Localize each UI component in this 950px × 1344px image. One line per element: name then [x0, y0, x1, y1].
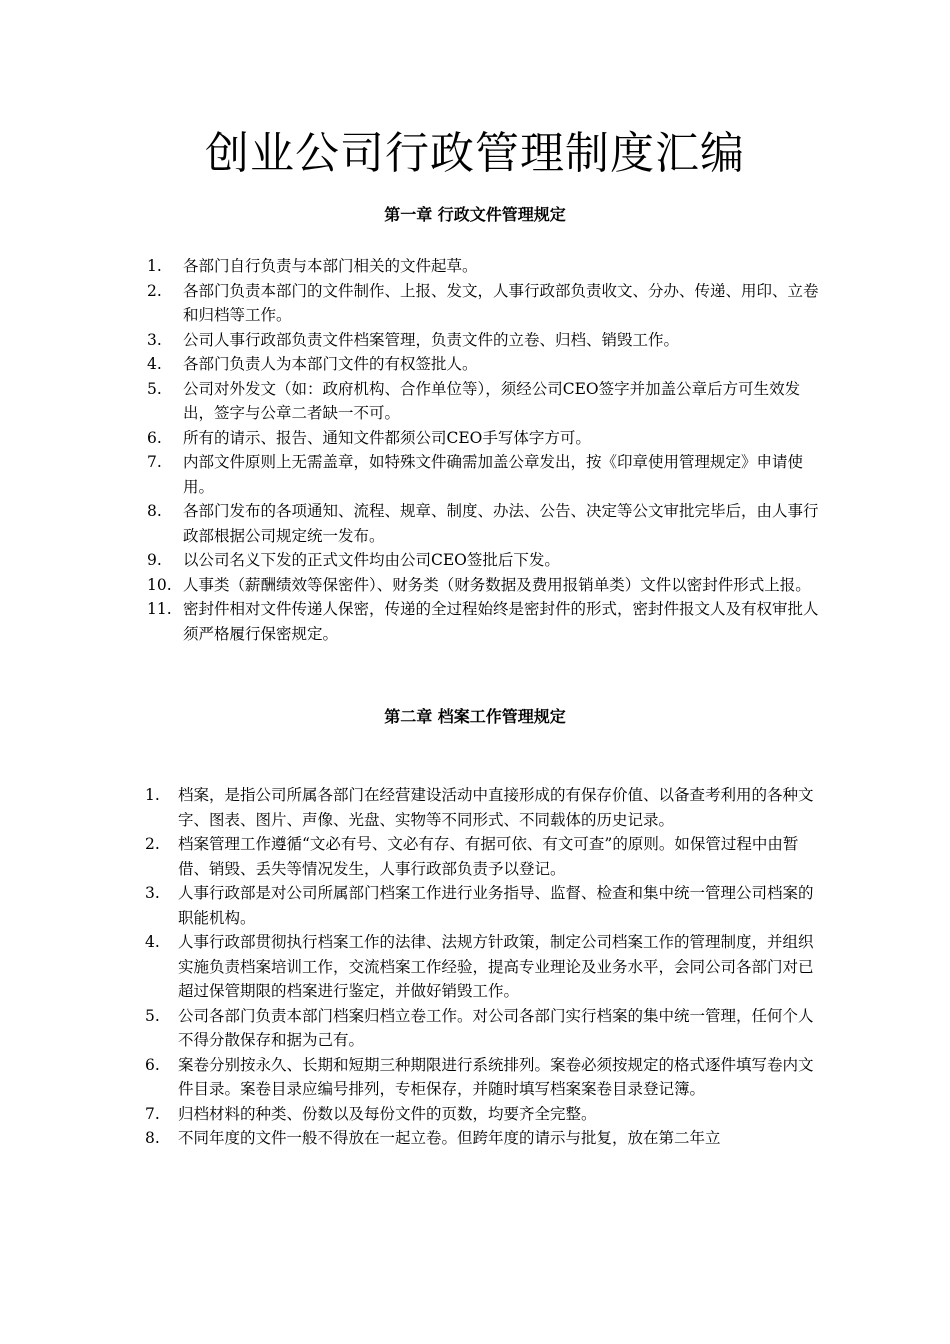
- chapter-1-list: [0, 254, 830, 646]
- chapter-1-heading: 第一章 行政文件管理规定: [384, 205, 566, 224]
- item-text: 公司对外发文（如：政府机构、合作单位等），须经公司CEO签字并加盖公章后方可生效发出，签字与公章二者缺一不可。: [183, 379, 801, 422]
- item-text: 内部文件原则上无需盖章，如特殊文件确需加盖公章发出，按《印章使用管理规定》申请使用。: [183, 453, 804, 496]
- item-number: 1.: [145, 786, 160, 804]
- item-text: 不同年度的文件一般不得放在一起立卷。但跨年度的请示与批复，放在第二年立: [178, 1129, 721, 1147]
- item-number: 8.: [147, 502, 162, 520]
- item-number: 1.: [147, 257, 162, 275]
- list-item: [0, 1126, 820, 1151]
- item-number: 5.: [145, 1006, 160, 1025]
- list-item: [0, 548, 830, 573]
- list-item: [0, 426, 830, 451]
- item-text: 密封件相对文件传递人保密，传递的全过程始终是密封件的形式，密封件报文人及有权审批人须严格履行保密规定。: [183, 600, 819, 643]
- list-item: [0, 1102, 820, 1127]
- item-text: 人事行政部贯彻执行档案工作的法律、法规方针政策，制定公司档案工作的管理制度，并组织实施负责档案培训工作，交流档案工作经验，提高专业理论及业务水平，会同公司各部门对已超过保管期限的档案进行鉴定，并做好销毁工作。: [178, 933, 814, 1000]
- list-item: [0, 279, 830, 328]
- item-number: 3.: [147, 330, 162, 349]
- item-text: 归档材料的种类、份数以及每份文件的页数，均要齐全完整。: [178, 1104, 597, 1123]
- item-text: 档案管理工作遵循“文必有号、文必有存、有据可依、有文可查”的原则。如保管过程中由暂借、销毁、丢失等情况发生，人事行政部负责予以登记。: [178, 835, 799, 878]
- chapter-2-list: [0, 783, 820, 1151]
- list-item: [0, 450, 830, 499]
- item-text: 各部门负责本部门的文件制作、上报、发文，人事行政部负责收文、分办、传递、用印、立卷和归档等工作。: [183, 281, 819, 324]
- list-item: [0, 597, 830, 646]
- item-text: 各部门自行负责与本部门相关的文件起草。: [183, 257, 478, 275]
- list-item: [0, 254, 830, 279]
- item-number: 4.: [147, 355, 162, 373]
- item-number: 9.: [147, 551, 162, 569]
- item-number: 11.: [147, 600, 172, 618]
- item-text: 各部门发布的各项通知、流程、规章、制度、办法、公告、决定等公文审批完毕后，由人事行政部根据公司规定统一发布。: [183, 502, 819, 545]
- item-text: 档案，是指公司所属各部门在经营建设活动中直接形成的有保存价值、以备查考利用的各种文字、图表、图片、声像、光盘、实物等不同形式、不同载体的历史记录。: [178, 786, 814, 829]
- item-number: 6.: [147, 428, 162, 447]
- list-item: [0, 832, 820, 881]
- list-item: [0, 1053, 820, 1102]
- item-text: 各部门负责人为本部门文件的有权签批人。: [183, 355, 478, 373]
- item-text: 人事类（薪酬绩效等保密件）、财务类（财务数据及费用报销单类）文件以密封件形式上报。: [183, 575, 811, 594]
- item-number: 2.: [145, 835, 160, 853]
- list-item: [0, 377, 830, 426]
- item-number: 4.: [145, 933, 160, 951]
- item-number: 6.: [145, 1055, 160, 1074]
- item-text: 公司各部门负责本部门档案归档立卷工作。对公司各部门实行档案的集中统一管理，任何个人不得分散保存和据为己有。: [178, 1006, 814, 1049]
- list-item: [0, 930, 820, 1004]
- item-number: 3.: [145, 884, 160, 902]
- item-number: 7.: [145, 1104, 160, 1123]
- item-number: 7.: [147, 453, 162, 471]
- item-number: 2.: [147, 281, 162, 300]
- item-text: 所有的请示、报告、通知文件都须公司CEO手写体字方可。: [183, 428, 591, 447]
- document-title: 创业公司行政管理制度汇编: [205, 128, 745, 179]
- list-item: [0, 783, 820, 832]
- list-item: [0, 881, 820, 930]
- list-item: [0, 573, 830, 598]
- list-item: [0, 328, 830, 353]
- chapter-2-heading: 第二章 档案工作管理规定: [384, 707, 566, 726]
- item-text: 以公司名义下发的正式文件均由公司CEO签批后下发。: [183, 551, 560, 569]
- item-text: 案卷分别按永久、长期和短期三种期限进行系统排列。案卷必须按规定的格式逐件填写卷内文件目录。案卷目录应编号排列，专柜保存，并随时填写档案案卷目录登记簿。: [178, 1055, 814, 1098]
- list-item: [0, 352, 830, 377]
- item-number: 5.: [147, 379, 162, 398]
- item-text: 公司人事行政部负责文件档案管理，负责文件的立卷、归档、销毁工作。: [183, 330, 680, 349]
- item-number: 8.: [145, 1129, 160, 1147]
- list-item: [0, 1004, 820, 1053]
- list-item: [0, 499, 830, 548]
- item-text: 人事行政部是对公司所属部门档案工作进行业务指导、监督、检查和集中统一管理公司档案的职能机构。: [178, 884, 814, 927]
- item-number: 10.: [147, 575, 172, 594]
